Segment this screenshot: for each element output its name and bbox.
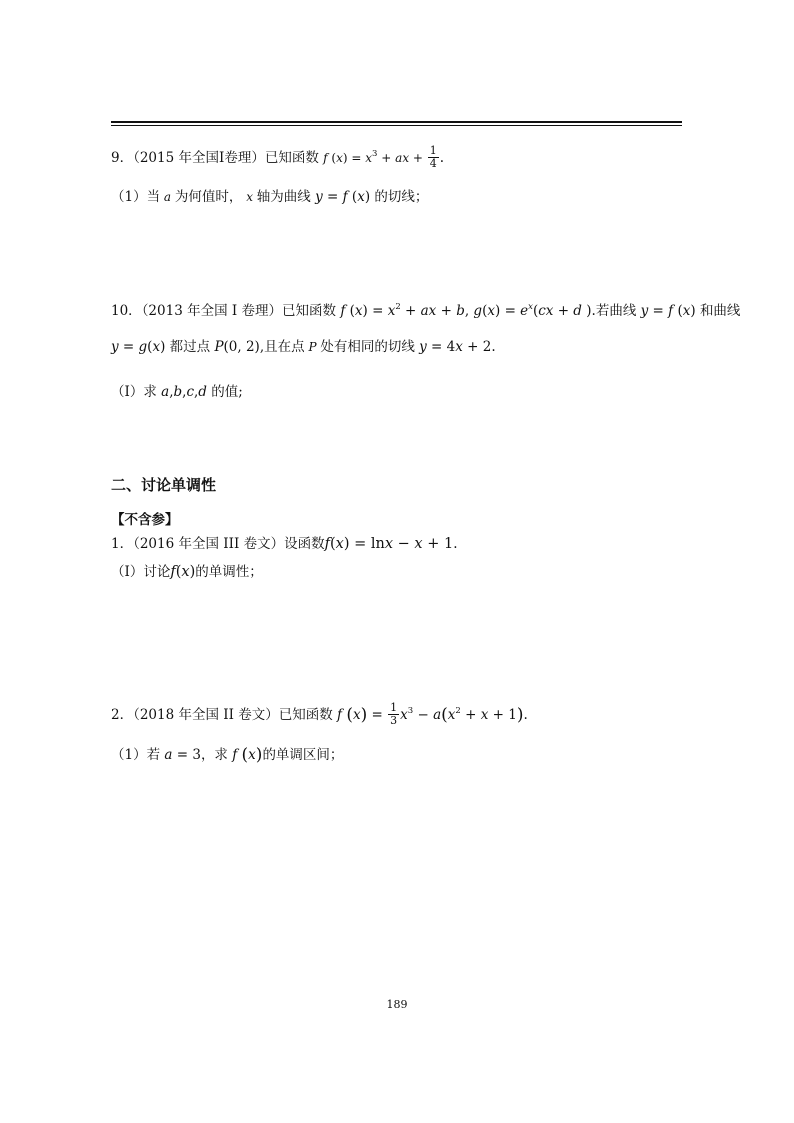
problem-9-statement: 9．（2015 年全国Ⅰ卷理）已知函数 f $(x) = x^3$ + ax + $\frac{1}{4}$ . [111, 144, 445, 170]
problem-number: 1． [111, 536, 134, 552]
formula-ln: f(x) = lnx − x + 1 [324, 536, 454, 552]
problem-stem: 已知函数 [278, 707, 333, 723]
header-rule-thick [111, 121, 682, 123]
problem-source: （2016 年全国 III 卷文） [133, 536, 285, 552]
fraction-one-quarter: $\frac{1}{4}$ [429, 144, 437, 170]
formula-f: f $(x) = x^3$ + ax + $\frac{1}{4}$ [323, 144, 437, 170]
problem-10-statement: 10．（2013 年全国 I 卷理）已知函数 f $(x) = x^2$ + ax + b, $g(x) = e^x(cx + d$ ).若曲线 y = f (x) 和曲线 [111, 302, 741, 319]
section-heading: 二、讨论单调性 [111, 476, 217, 494]
problem-stem: 已知函数 [282, 303, 337, 319]
problem-9-part-1: （1）当 a 为何值时， x 轴为曲线 y = f (x) 的切线； [111, 189, 429, 205]
problem-2-statement: 2．（2018 年全国 II 卷文）已知函数 f (x) = $\frac{1}{3}$ $x^3 - a(x^2 + x + 1)$. [111, 701, 528, 727]
problem-1-part-1: （I）讨论f(x)的单调性； [111, 564, 263, 580]
problem-number: 10． [111, 303, 142, 319]
formula-f-and-g: f $(x) = x^2$ + ax + b, $g(x) = e^x(cx + d$ ) [340, 302, 592, 319]
problem-stem: 已知函数 [264, 150, 319, 166]
problem-2-part-1: （1）若 a = 3，求 f (x)的单调区间； [111, 745, 344, 765]
problem-1-statement: 1．（2016 年全国 III 卷文）设函数f(x) = lnx − x + 1. [111, 536, 458, 552]
problem-number: 2． [111, 707, 134, 723]
fraction-one-third: $\frac{1}{3}$ [390, 701, 398, 727]
page-number: 189 [386, 998, 408, 1011]
problem-stem: 设函数 [284, 536, 325, 552]
problem-source: （2018 年全国 II 卷文） [133, 707, 279, 723]
formula-cubic: f (x) = $\frac{1}{3}$ $x^3 - a(x^2 + x + 1)$ [337, 701, 524, 727]
problem-number: 9． [111, 150, 134, 166]
section-tag: 【不含参】 [111, 512, 179, 528]
header-rule-thin [111, 125, 682, 126]
problem-source: （2013 年全国 I 卷理） [141, 303, 283, 319]
problem-10-part-1: （I）求 a,b,c,d 的值; [111, 384, 243, 400]
problem-10-line-2: y = g(x) 都过点 P(0, 2),且在点 P 处有相同的切线 y = 4x + 2. [111, 339, 496, 355]
problem-source: （2015 年全国Ⅰ卷理） [133, 150, 265, 166]
